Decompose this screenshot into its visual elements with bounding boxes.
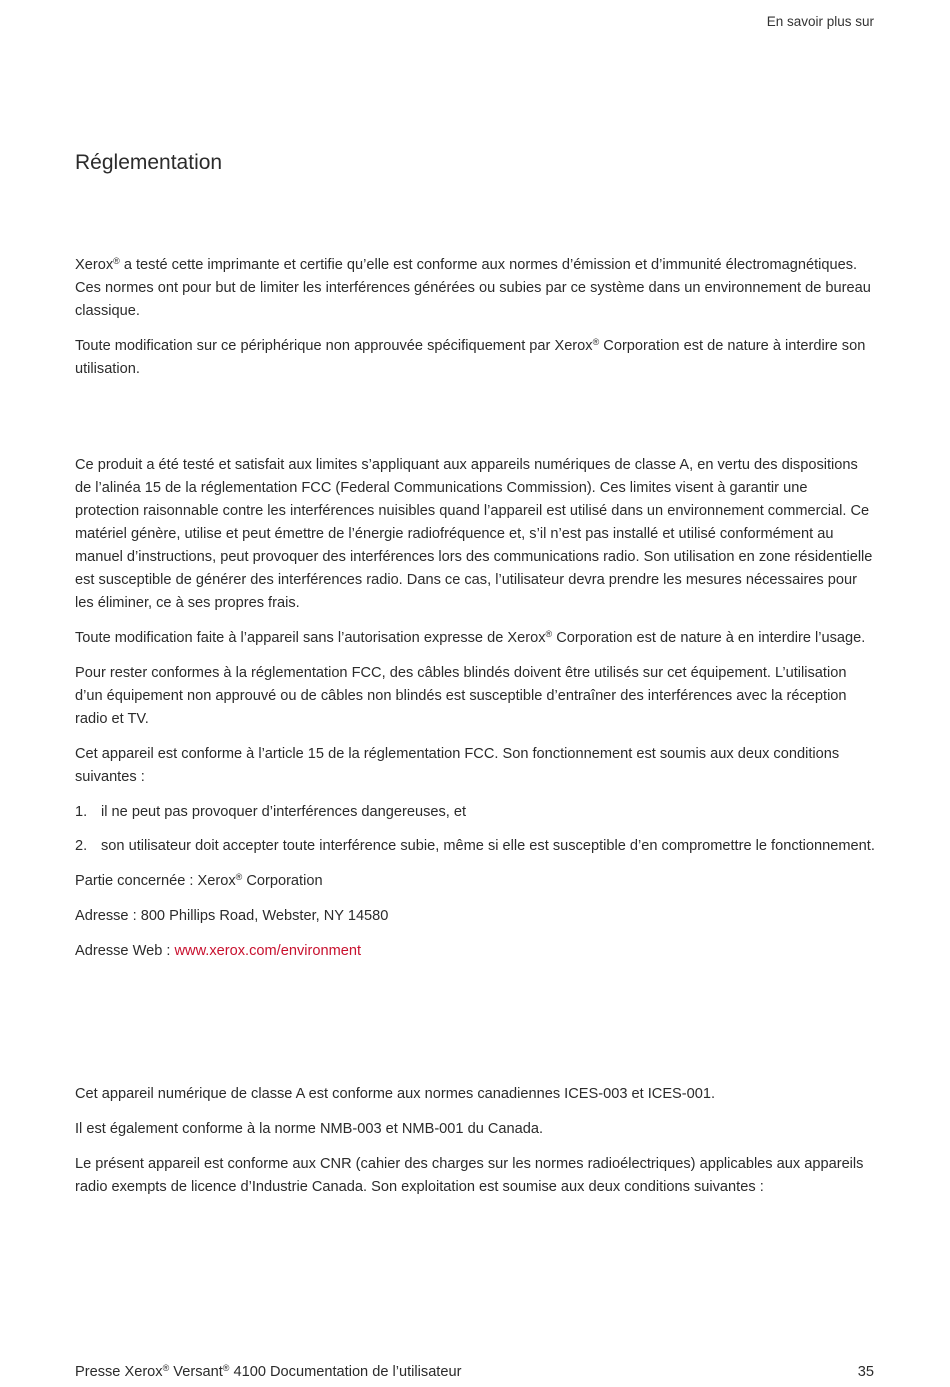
fcc-section (75, 454, 875, 975)
page-number: 35 (857, 1364, 874, 1380)
conditions-list (75, 801, 875, 858)
registered-mark: ® (113, 256, 120, 266)
responsible-party: Partie concernée : Xerox® Corporation (75, 872, 323, 889)
emc-section (75, 254, 875, 393)
fcc-paragraph-2: Toute modification faite à l’appareil sans l’autorisation expresse de Xerox® Corporation est de nature à en interdire l’usage. (75, 629, 866, 646)
emc-paragraph-2: Toute modification sur ce périphérique non approuvée spécifiquement par Xerox® Corporation est de nature à interdire son utilisation. (75, 337, 866, 377)
address: Adresse : 800 Phillips Road, Webster, NY 14580 (75, 908, 389, 924)
registered-mark: ® (235, 872, 243, 882)
web-address: Adresse Web : www.xerox.com/environment (75, 943, 362, 959)
canada-paragraph-3: Le présent appareil est conforme aux CNR (cahier des charges sur les normes radioélectriques) applicables aux appareils radio exempts de licence d’Industrie Canada. Son exploitation est soumise aux deux conditions suivantes : (75, 1156, 864, 1195)
fcc-paragraph-1: Ce produit a été testé et satisfait aux limites s’appliquant aux appareils numériques de classe A, en vertu des dispositions de l’alinéa 15 de la réglementation FCC (Federal Communications Commission). Ces limites visent à garantir une protection raisonnable contre les interférences nuisibles quand l’appareil est utilisé dans un environnement commercial. Ce matériel génère, utilise et peut émettre de l’énergie radiofréquence et, s’il n’est pas installé et utilisé conformément au manuel d’instructions, peut provoquer des interférences lors des communications radio. Son utilisation en zone résidentielle est susceptible de générer des interférences radio. Dans ce cas, l’utilisateur devra prendre les mesures nécessaires pour les éliminer, ce à ses propres frais. (75, 457, 873, 611)
footer-document-title: Presse Xerox® Versant® 4100 Documentation de l’utilisateur (75, 1363, 462, 1380)
canada-section (75, 1083, 875, 1211)
registered-mark: ® (592, 337, 600, 347)
page-title: Réglementation (75, 151, 223, 174)
fcc-paragraph-4: Cet appareil est conforme à l’article 15 de la réglementation FCC. Son fonctionnement est soumis aux deux conditions suivantes : (75, 746, 840, 785)
emc-paragraph-1: Xerox® a testé cette imprimante et certifie qu’elle est conforme aux normes d’émission et d’immunité électromagnétiques. Ces normes ont pour but de limiter les interférences générées ou subies par ce système dans un environnement de bureau classique. (75, 256, 871, 319)
canada-paragraph-2: Il est également conforme à la norme NMB-003 et NMB-001 du Canada. (75, 1121, 544, 1137)
condition-item: 2. son utilisateur doit accepter toute interférence subie, même si elle est susceptible d’en compromettre le fonctionnement. (75, 838, 875, 854)
canada-paragraph-1: Cet appareil numérique de classe A est conforme aux normes canadiennes ICES-003 et ICES-001. (75, 1086, 716, 1102)
condition-item: 1. il ne peut pas provoquer d’interférences dangereuses, et (75, 804, 467, 820)
fcc-paragraph-3: Pour rester conformes à la réglementation FCC, des câbles blindés doivent être utilisés sur cet équipement. L’utilisation d’un équipement non approuvé ou de câbles non blindés est susceptible d’entraîner des interférences avec la réception radio et TV. (75, 665, 847, 727)
environment-link[interactable]: www.xerox.com/environment (174, 943, 362, 959)
registered-mark: ® (545, 629, 553, 639)
header-section-link[interactable]: En savoir plus sur (766, 14, 874, 29)
